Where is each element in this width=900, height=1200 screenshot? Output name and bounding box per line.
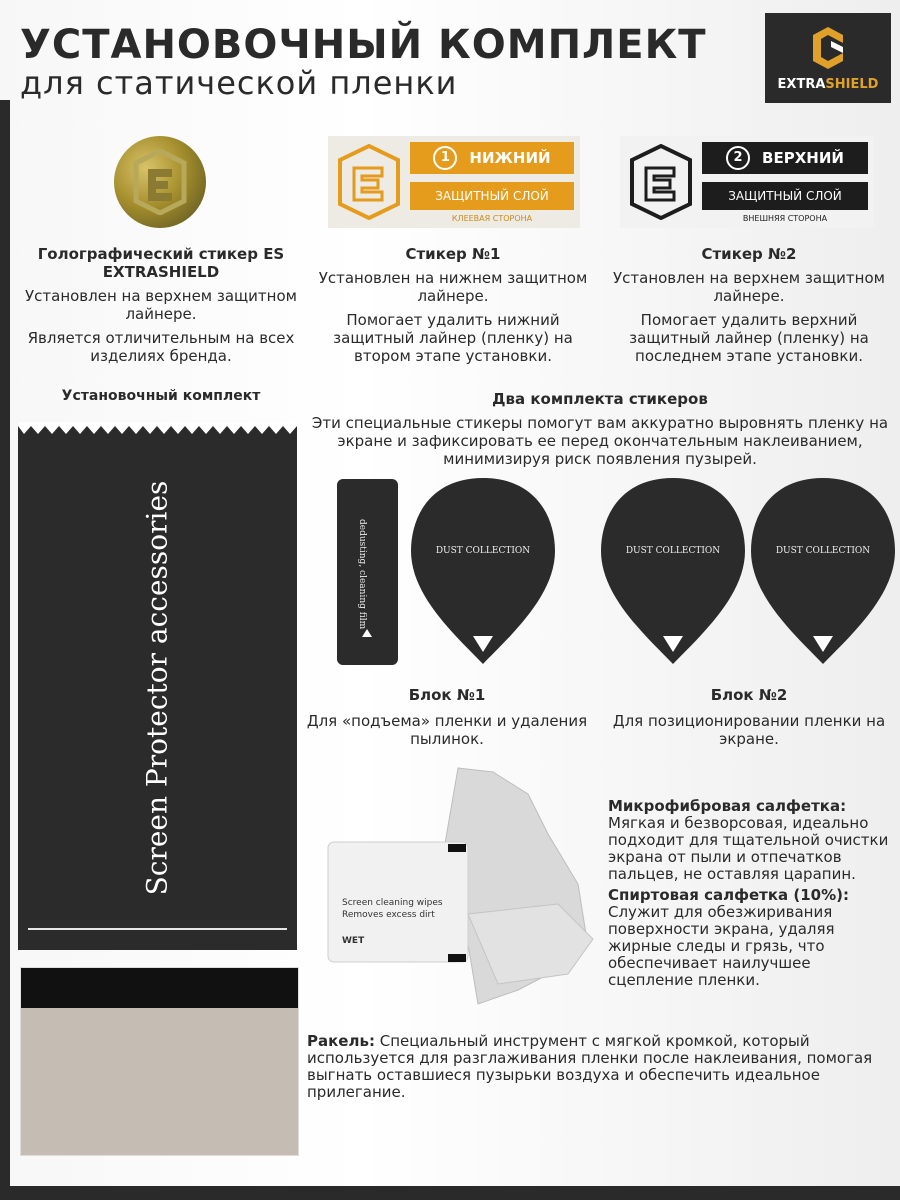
block-2-title: Блок №2 xyxy=(710,686,788,704)
sticker-2-line: Помогает удалить верхний защитный лайнер (пленку) на последнем этапе установки. xyxy=(629,311,869,365)
triangle-up-icon xyxy=(362,629,372,637)
wipes-packet-line: Removes excess dirt xyxy=(342,910,435,920)
sticker-1-image xyxy=(328,136,580,228)
dedusting-strip xyxy=(337,479,398,665)
page-subtitle: для статической пленки xyxy=(20,64,458,102)
holographic-sticker-line: Является отличительным на всех изделиях бренда. xyxy=(27,329,295,365)
sticker-1-note: КЛЕЕВАЯ СТОРОНА xyxy=(451,213,533,223)
sticker-1-badge: 1 НИЖНИЙ xyxy=(410,142,574,174)
es-logo-icon xyxy=(803,23,853,73)
sticker-sets-info xyxy=(306,390,894,468)
sticker-1-line: Помогает удалить нижний защитный лайнер (пленку) на втором этапе установки. xyxy=(333,311,573,365)
sticker-2-title: Стикер №2 xyxy=(701,245,797,263)
es-logo-icon xyxy=(334,144,404,220)
block-1-info xyxy=(306,686,588,748)
block-1-title: Блок №1 xyxy=(408,686,486,704)
logo-wordmark: EXTRASHIELD xyxy=(777,77,879,92)
sticker-2-sub: ЗАЩИТНЫЙ СЛОЙ xyxy=(702,182,868,210)
sticker-sets-title: Два комплекта стикеров xyxy=(492,390,708,408)
sticker-1-line: Установлен на нижнем защитном лайнере. xyxy=(318,269,588,305)
block-2-text: Для позиционировании пленки на экране. xyxy=(612,712,886,748)
dust-collection-label: DUST COLLECTION xyxy=(625,546,721,556)
alcohol-wipe-text: Служит для обезжиривания поверхности экрана, удаляя жирные следы и грязь, что обеспечивает наилучшее сцепление пленки. xyxy=(608,903,835,989)
sticker-1-sub: ЗАЩИТНЫЙ СЛОЙ xyxy=(410,182,574,210)
alcohol-wipe-title: Спиртовая салфетка (10%): xyxy=(608,886,849,904)
kit-divider xyxy=(28,928,287,930)
kit-vertical-text: Screen Protector accessories xyxy=(140,480,174,896)
holographic-sticker-title: Голографический стикер ES EXTRASHIELD xyxy=(37,245,285,281)
wipes-packet-line: Screen cleaning wipes xyxy=(342,898,443,908)
es-logo-icon xyxy=(626,144,696,220)
holographic-sticker-image xyxy=(114,136,206,228)
sticker-2-image xyxy=(620,136,874,228)
block-1-text: Для «подъема» пленки и удаления пылинок. xyxy=(306,712,588,748)
squeegee-description xyxy=(307,1033,895,1101)
es-hologram-icon xyxy=(130,149,190,215)
kit-label: Установочный комплект xyxy=(61,388,261,404)
dust-collection-sticker xyxy=(750,476,896,666)
squeegee-image xyxy=(20,967,299,1156)
microfiber-text: Мягкая и безворсовая, идеально подходит для тщательной очистки экрана от пыли и отпечатков пальцев, не оставляя царапин. xyxy=(608,814,889,883)
dust-collection-sticker xyxy=(600,476,746,666)
squeegee-title: Ракель: xyxy=(307,1032,375,1050)
block-2-info xyxy=(604,686,894,748)
wipes-image xyxy=(318,764,600,1014)
microfiber-title: Микрофибровая салфетка: xyxy=(608,797,847,815)
left-frame-bar xyxy=(0,100,10,1200)
sticker-sets-description: Эти специальные стикеры помогут вам аккуратно выровнять пленку на экране и зафиксировать ее перед окончательным наклеиванием, минимизируя риск появления пузырей. xyxy=(311,414,889,468)
wipes-description xyxy=(608,798,894,989)
kit-envelope-image xyxy=(18,422,297,950)
dust-collection-label: DUST COLLECTION xyxy=(775,546,871,556)
bottom-frame-bar xyxy=(0,1186,900,1200)
sticker-2-badge: 2 ВЕРХНИЙ xyxy=(702,142,868,174)
sticker-2-note: ВНЕШНЯЯ СТОРОНА xyxy=(742,213,828,223)
brand-logo xyxy=(765,13,891,103)
dust-collection-label: DUST COLLECTION xyxy=(435,546,531,556)
squeegee-edge xyxy=(21,968,298,1008)
sticker-2-line: Установлен на верхнем защитном лайнере. xyxy=(613,269,885,305)
page-title: УСТАНОВОЧНЫЙ КОМПЛЕКТ xyxy=(20,22,707,68)
sticker-1-info xyxy=(312,245,594,371)
strip-label: dedusting, cleaning film xyxy=(357,519,367,630)
sticker-2-info xyxy=(604,245,894,371)
holographic-sticker-info xyxy=(20,245,302,371)
dust-collection-sticker xyxy=(410,476,556,666)
zigzag-edge xyxy=(18,422,297,434)
holographic-sticker-line: Установлен на верхнем защитном лайнере. xyxy=(25,287,297,323)
sticker-1-title: Стикер №1 xyxy=(405,245,501,263)
squeegee-text: Специальный инструмент с мягкой кромкой, который используется для разглаживания пленки после наклеивания, помогая выгнать оставшиеся пузырьки воздуха и обеспечить идеальное прилегание. xyxy=(307,1032,873,1101)
wipes-packet-tag: WET xyxy=(342,936,365,946)
